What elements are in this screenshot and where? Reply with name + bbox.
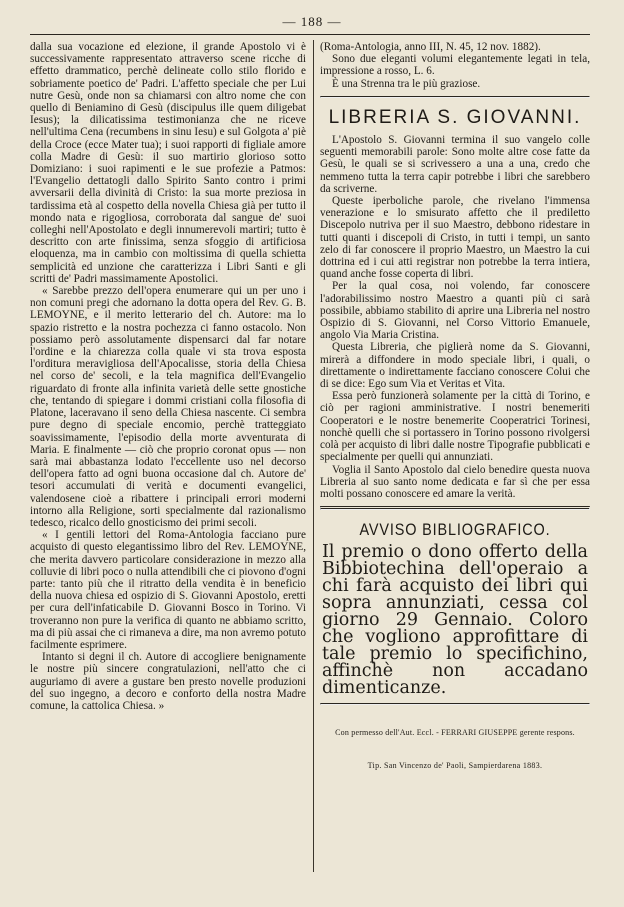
footer-divider xyxy=(320,703,590,705)
double-divider xyxy=(320,506,590,510)
imprimatur-line: Con permesso dell'Aut. Eccl. - FERRARI GIUSEPPE gerente respons. xyxy=(335,728,575,738)
page-number: — 188 — xyxy=(282,14,342,29)
printer-line: Tip. San Vincenzo de' Paoli, Sampierdarena 1883. xyxy=(367,760,543,770)
left-paragraph-1: dalla sua vocazione ed elezione, il grande Apostolo vi è successivamente rappresentato attraverso scene ricche di effetto drammatico, perchè delineate collo stilo florido e sobriamente poetico de' Padri. L'affetto speciale che per Lui nutre Gesù, onde non sa chiamarsi con altro nome che con quello di Beniamino di Gesù (discipulus ille quem diligebat Iesus); la dilicatissima testimonianza che ne riceve nell'ultima Cena (recumbens in sinu Iesu) e sul Golgota a' piè della Croce (ecce Mater tua); i suoi rapporti di figliale amore colla Madre di Gesù: il suo martirio glorioso sotto Domiziano: i suoi rapimenti e le sue profezie a Patmos: l'Evangelio dettatogli dallo Spirito Santo contro i primi avversarii della divinità di Cristo: la sua morte preziosa in tardissima età al cospetto della novella Chiesa già per tutto il mondo nata e rigogliosa, corroborata dal sangue de' suoi colleghi nell'Apostolato e degli innumerevoli martiri; tutto è descritto con arte finissima, senza sfoggio di artificiosa eloquenza, ma in cambio con moltissima di quella schietta semplicità ed unzione che caratterizza i Libri Santi e gli scritti de' Padri massimamente Apostolici. xyxy=(30,41,306,285)
right-column xyxy=(320,41,590,772)
header-rule xyxy=(30,34,590,35)
column-divider xyxy=(313,40,314,872)
section-divider xyxy=(320,96,590,98)
left-paragraph-4: Intanto si degni il ch. Autore di accogliere benignamente le nostre più sincere congratulazioni, nell'atto che ci auguriamo di avere a gustare ben presto novelle produzioni del suo ingegno, a decoro e conforto della nostra Madre comune, la cattolica Chiesa. » xyxy=(30,651,306,712)
libreria-paragraph-5: Essa però funzionerà solamente per la città di Torino, e ciò per ragioni amministrative. I nostri benemeriti Cooperatori e le nostre benemerite Cooperatrici Torinesi, nonchè quelli che si portassero in Torino possono rivolgersi colà per acquisto di libri dalle nostre Tipografie pubblicati e specialmente per quelli qui annunziati. xyxy=(320,390,590,464)
libreria-paragraph-1: L'Apostolo S. Giovanni termina il suo vangelo colle seguenti memorabili parole: Sono molte altre cose fatte da Gesù, le quali se si scrivessero a una a una, credo che nemmeno tutta la terra capir potrebbe i libri che sarebbero da scriverne. xyxy=(320,134,590,195)
volumes-note: Sono due eleganti volumi elegantemente legati in tela, impressione a rosso, L. 6. xyxy=(320,53,590,78)
libreria-paragraph-6: Voglia il Santo Apostolo dal cielo benedire questa nuova Libreria al suo santo nome dedicata e far sì che per essa molti possano conoscere ed amare la verità. xyxy=(320,463,590,500)
avviso-body: Il premio o dono offerto della Bibbiotechina dell'operaio a chi farà acquisto dei libri qui sopra annunziati, cessa col giorno 29 Gennaio. Coloro che vogliono approfittare di tale premio lo specifichino, affinchè non accadano dimenticanze. xyxy=(322,542,588,699)
citation: (Roma-Antologia, anno III, N. 45, 12 nov. 1882). xyxy=(320,41,541,53)
left-paragraph-3: « I gentili lettori del Roma-Antologia facciano pure acquisto di questo elegantissimo libro del Rev. LEMOYNE, che merita davvero particolare considerazione in mezzo alla colluvie di libri poco o nulla attendibili che ci piovono d'ogni parte: tanto più che il ritratto della vendita è in beneficio della nuova chiesa ed ospizio di S. Giovanni Apostolo, eretti per cura dell'infaticabile D. Giovanni Bosco in Torino. Vi troveranno non pure la verifica di quanto ne abbiamo scritto, ma di più assai che ci rimaneva a dire, ma non avremo potuto facilmente esprimere. xyxy=(30,529,306,651)
left-paragraph-2: « Sarebbe prezzo dell'opera enumerare qui un per uno i non comuni pregi che adornano la dotta opera del Rev. G. B. LEMOYNE, e il merito letterario del ch. Autore: ma lo spazio ristretto e la nostra pochezza ci fanno ostacolo. Non possiamo però assolutamente dispensarci dal far notare l'ordine e la chiarezza colla quale vi sta trova esposta l'orditura meravigliosa dell'Apocalisse, storia della Chiesa nel corso de' secoli, e la tela magnifica dell'Evangelio riguardato di fronte alla infinita varietà delle sette gnostiche che, tentando di spiegare i dommi cristiani colla filosofia di Platone, laceravano il seno della Chiesa nascente. Ci sembra pure degno di speciale encomio, perchè tratteggiato soavissimamente, l'episodio della morte avventurata di Maria. E finalmente — ciò che proprio coronat opus — non sarà mai abbastanza lodato l'eccellente uso nel decorso dell'opera fatto ad ogni buona occasione dal ch. Autore de' tesori accumulati di verità e documenti evangelici, valendosene cioè a ribattere i principali errori moderni intorno alla Religione, sorti specialmente dal razionalismo tedesco, ricalco dello gnosticismo dei primi secoli. xyxy=(30,285,306,529)
libreria-title: LIBRERIA S. GIOVANNI. xyxy=(328,106,582,128)
avviso-title: AVVISO BIBLIOGRAFICO. xyxy=(359,520,551,540)
libreria-paragraph-3: Per la qual cosa, noi volendo, far conoscere l'adorabilissimo nostro Maestro a quanti più ci sarà possibile, abbiamo stabilito di aprire una Libreria nel nostro Ospizio di S. Giovanni, nel Corso Vittorio Emanuele, angolo Via Maria Cristina. xyxy=(320,280,590,342)
strenna-note: È una Strenna tra le più graziose. xyxy=(332,77,481,90)
libreria-paragraph-2: Queste iperboliche parole, che rivelano l'immensa venerazione e lo smisurato affetto che il prediletto Discepolo nutriva per il suo Maestro, debbono ridestare in tutti quanti i discepoli di Cristo, in tutti i tempi, un santo zelo di far conoscere il proprio Maestro, un Maestro la cui dottrina ed i cui atti registrar non potrebbe la terra intiera, quand anche fosse coperta di libri. xyxy=(320,195,590,281)
libreria-paragraph-4: Questa Libreria, che piglierà nome da S. Giovanni, mirerà a diffondere in modo speciale libri, i quali, o direttamente o indirettamente facciano conoscere Colui che di se dice: Ego sum Via et Veritas et Vita. xyxy=(320,341,590,391)
left-column xyxy=(30,41,306,712)
